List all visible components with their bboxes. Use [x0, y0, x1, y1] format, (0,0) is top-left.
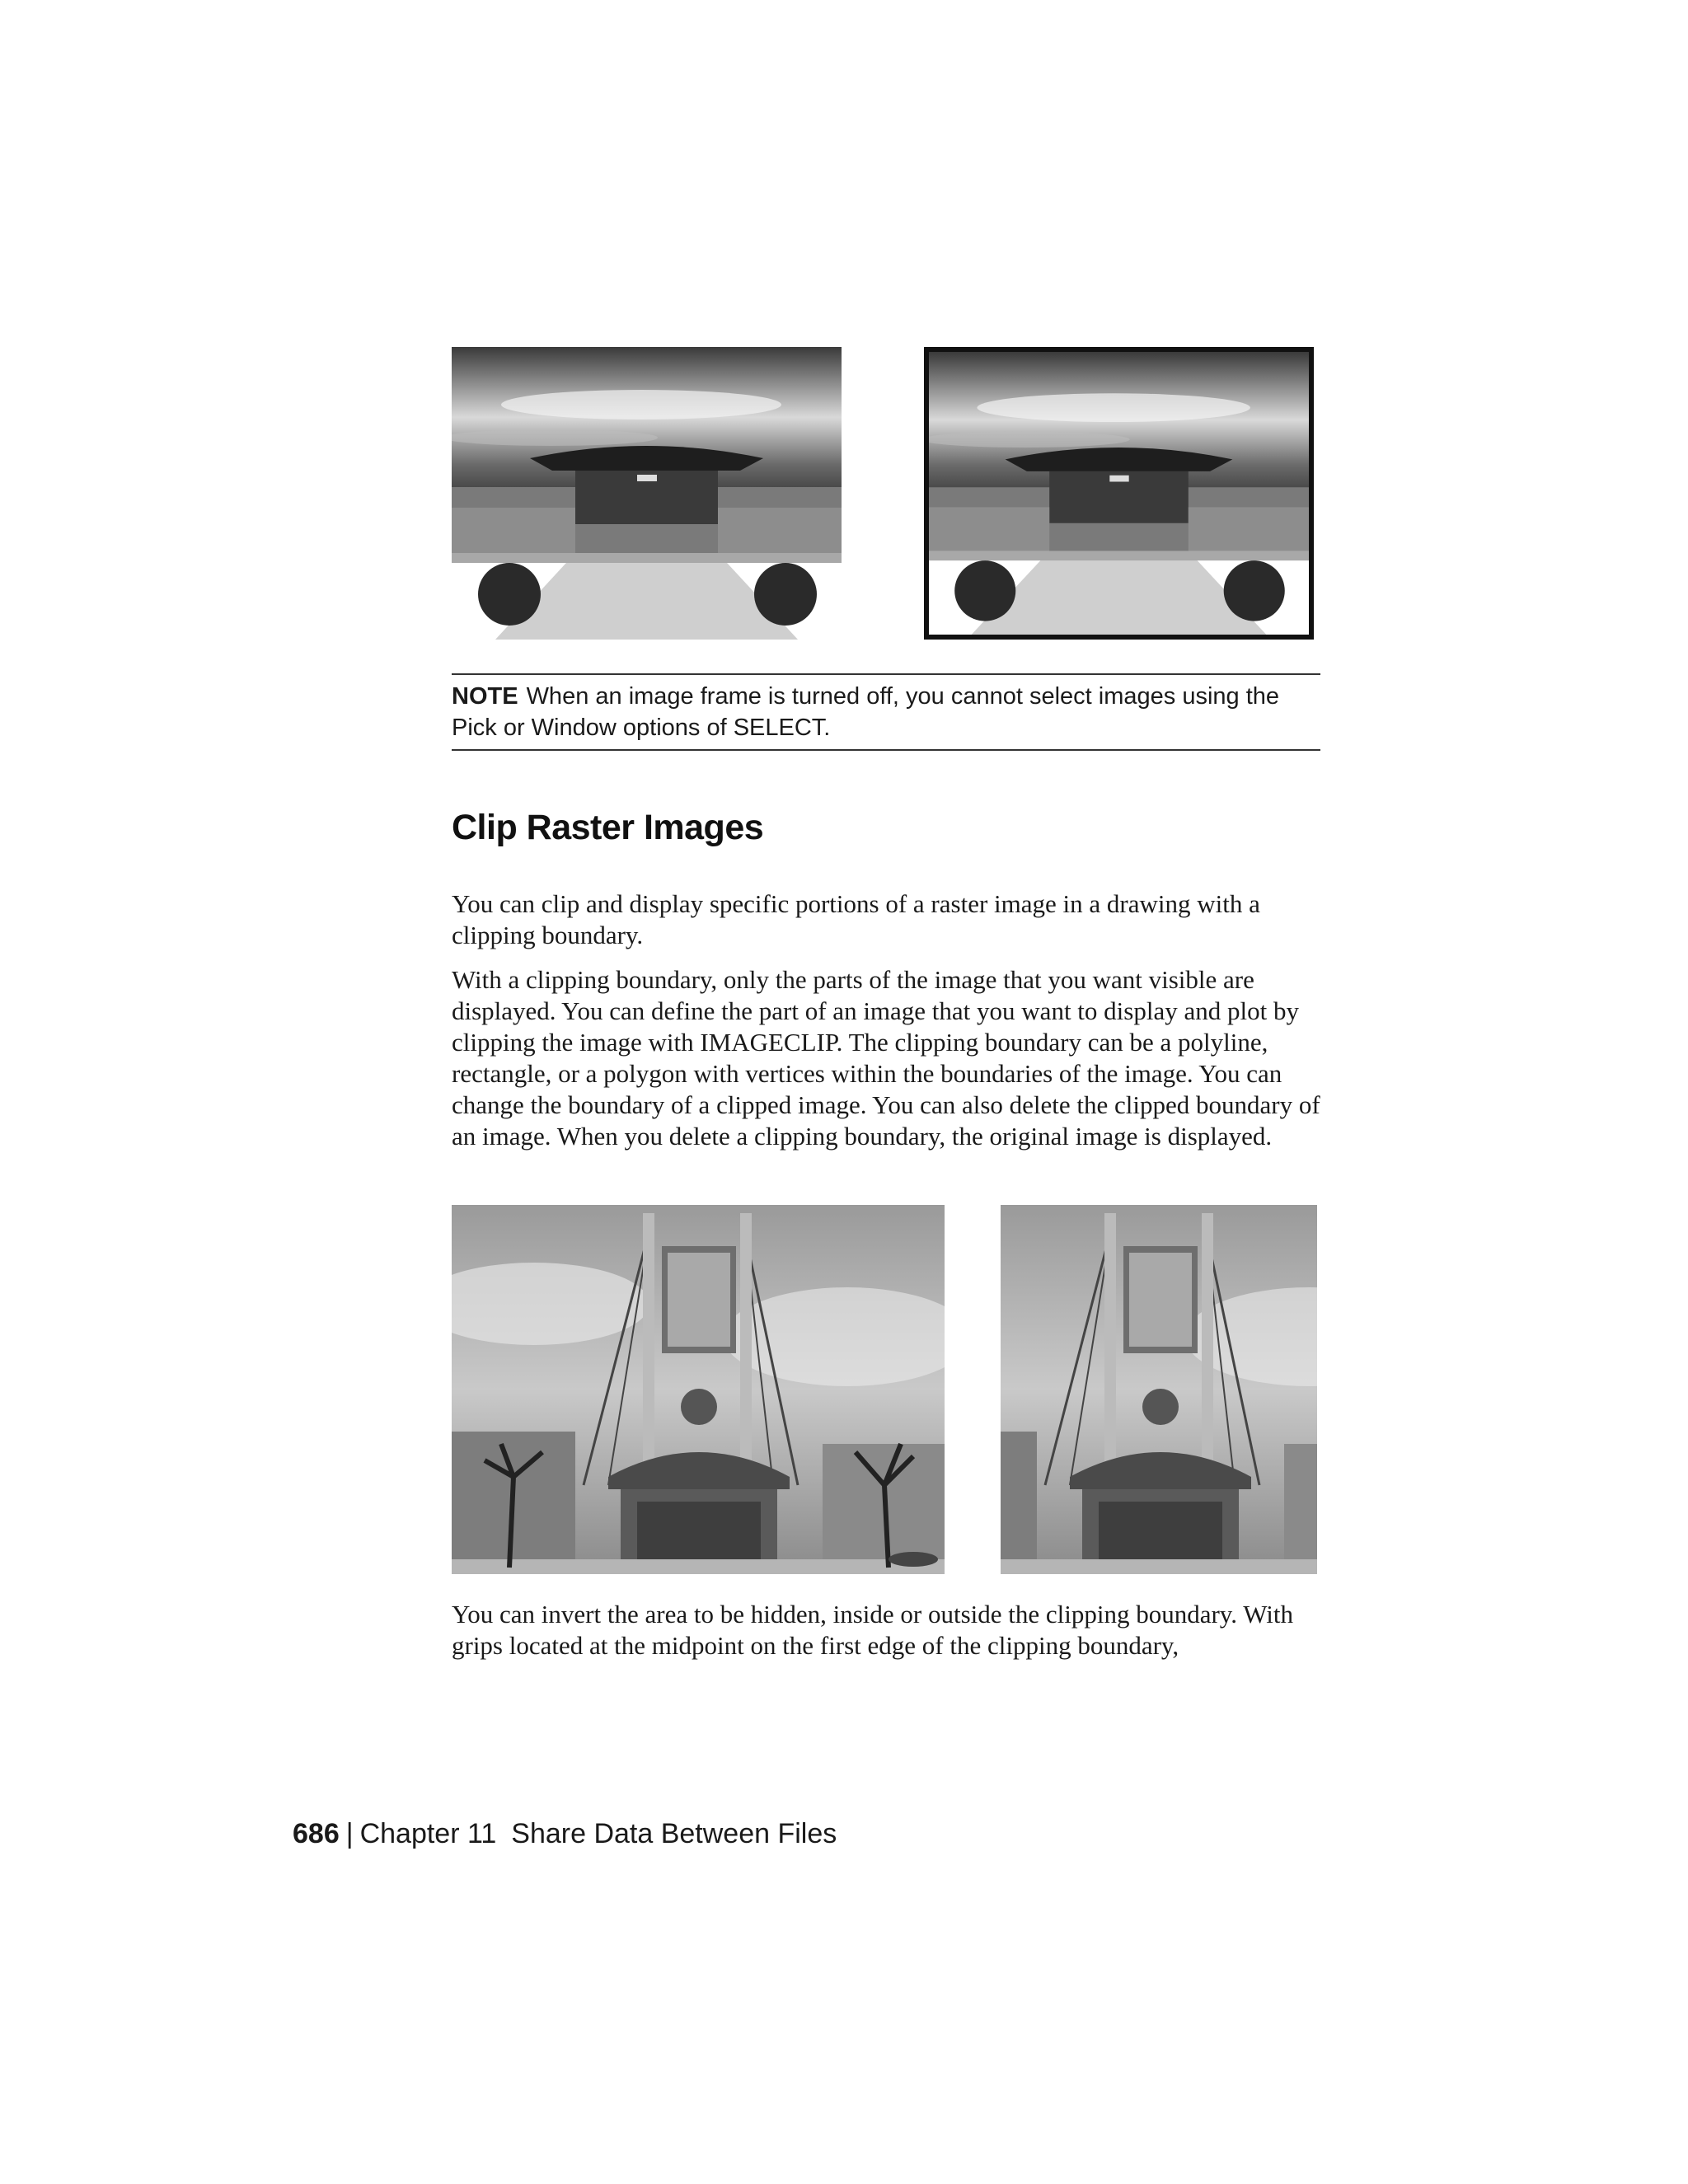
footer-separator: |: [345, 1818, 354, 1849]
note-text: When an image frame is turned off, you cannot select images using the Pick or Window options of SELECT.: [452, 683, 1280, 741]
paragraph-intro: You can clip and display specific portions of a raster image in a drawing with a clipping boundary.: [452, 889, 1260, 949]
building-image-clipped: [1001, 1205, 1317, 1574]
note-top-rule: [452, 673, 1320, 675]
page-footer: [293, 1818, 837, 1850]
note: [452, 681, 1320, 743]
section-heading: Clip Raster Images: [452, 808, 764, 847]
page-number: 686: [293, 1818, 340, 1849]
paragraph-invert: You can invert the area to be hidden, inside or outside the clipping boundary. With grips located at the midpoint on the first edge of the clipping boundary,: [452, 1600, 1293, 1660]
temple-image-frame-on: [924, 347, 1314, 640]
building-image-original: [452, 1205, 945, 1574]
chapter-label: Chapter 11: [359, 1818, 497, 1849]
temple-image-frame-off: [452, 347, 842, 640]
paragraph-clipping-boundary: With a clipping boundary, only the parts of the image that you want visible are displayed. You can define the part of an image that you want to display and plot by clipping the image with IMAGECLIP. The clipping boundary can be a polyline, rectangle, or a polygon with vertices within the boundaries of the image. You can change the boundary of a clipped image. You can also delete the clipped boundary of an image. When you delete a clipping boundary, the original image is displayed.: [452, 965, 1320, 1151]
chapter-title: Share Data Between Files: [511, 1818, 837, 1849]
note-bottom-rule: [452, 749, 1320, 751]
note-label: NOTE: [452, 683, 518, 710]
